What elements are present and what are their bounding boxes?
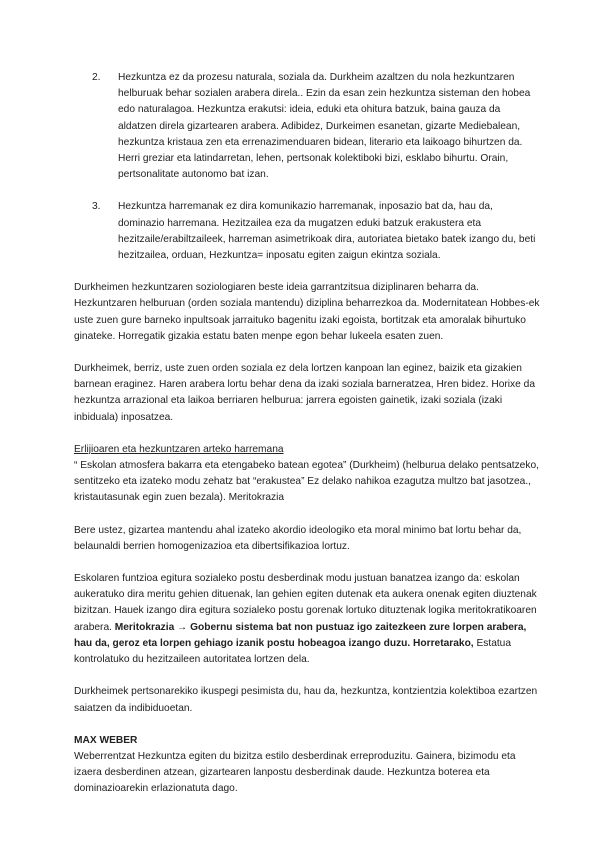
paragraph-ideology: Bere ustez, gizartea mantendu ahal izateko akordio ideologiko eta moral minimo bat lortu behar da, belaunaldi berrien homogenizazioa eta dibertsifikazioa lortuz. (74, 524, 522, 552)
meritocracy-bold-text: Meritokrazia → Gobernu sistema bat non pustuaz igo zaitezkeen zure lorpen arabera, hau da, geroz eta lorpen gehiago izanik postu hobeagoa izango duzu. Horretarako, (74, 621, 527, 649)
list-item-text: Hezkuntza harremanak ez dira komunikazio harremanak, inposazio bat da, hau da, dominazio harremana. Hezitzailea eza da mugatzen eduki batzuk erakustera eta hezitzaile/erabiltzaileek, harreman asimetrikoak dira, autoriatea bietako batek izango du, beti hezitzailea, orduan, Hezkuntza= inposatu egiten zaigun ekintza soziala. (118, 201, 536, 262)
list-item-number: 2. (92, 72, 101, 83)
paragraph-weber: Weberrentzat Hezkuntza egiten du bizitza estilo desberdinak erreproduzitu. Gainera, bizimodu eta izaera desberdinen atzean, gizartearen lanpostu desberdinak daude. Hezkuntza boterea eta dominazioarekin erlazionatuta dago. (74, 750, 516, 795)
paragraph-discipline: Durkheimen hezkuntzaren soziologiaren beste ideia garrantzitsua diziplinaren beharra da. Hezkuntzaren helburuan (orden soziala mantendu) diziplina beharrezkoa da. Modernitatean Hobbes-ek uste zuen gure barneko inpultsoak jarraituko bagenitu izaki egoista, bortitzak eta amoralak bihurtuko ginateke. Horregatik gizakia estatu baten menpe egon behar lukeela esaten zuen. (74, 282, 540, 342)
list-item (74, 199, 540, 264)
list-item-text: Hezkuntza ez da prozesu naturala, soziala da. Durkheim azaltzen du nola hezkuntzaren helburuak behar sozialen arabera direla.. Ezin da esan zein hezkuntza sisteman den hobea edo naturalagoa. Hezkuntza erakutsi: ideia, eduki eta ohitura batzuk, baina gauza da aldatzen direla gizartearen arabera. Adibidez, Durkeimen esanetan, gizarte Mediebalean, hezkuntza kristaua zen eta errenazimenduaren bidean, literario eta laikoago bihurtzen da. Herri greziar eta latindarretan, lehen, pertsonak kolektiboki bizi, esklabo bihurtu. Orain, pertsonalitate autonomo bat izan. (118, 72, 531, 181)
document-body (74, 70, 540, 814)
paragraph-pessimism: Durkheimek pertsonarekiko ikuspegi pesimista du, hau da, hezkuntza, kontzientzia kolektiboa ezartzen saiatzen da indibiduoetan. (74, 686, 538, 714)
list-item (74, 70, 540, 183)
list-item-number: 3. (92, 201, 101, 213)
subheading-religion-education: Erlijioaren eta hezkuntzaren arteko harremana (74, 443, 284, 455)
meritocracy-text-start: Eskolaren funtzioa egitura sozialeko postu desberdinak modu justuan banatzea izango da: eskolan aukeratuko dira meritu gehien dituenak, lan gehien egiten dutenak eta aukera onenak egiten diuztenak bizitzan. Hauek izango dira egitura sozialeko postu gorenak lortuko dituztenak logika meritokratikoaren arabera. (74, 573, 537, 633)
numbered-list (74, 70, 540, 264)
section-title-max-weber: MAX WEBER (74, 734, 138, 746)
paragraph-quote: “ Eskolan atmosfera bakarra eta etengabeko batean egotea” (Durkheim) (helburua delako pentsatzeko, sentitzeko eta izateko modu zehatz bat “erakustea” Ez delako nahikoa ezagutza multzo bat jasotzea., kristautasunak egin zuen bezala). Meritokrazia (74, 460, 539, 504)
meritocracy-text-end: Estatua kontrolatuko du hezitzaileen autoritatea lortzen dela. (74, 637, 512, 666)
paragraph-meritocracy (74, 571, 540, 668)
paragraph-social-order: Durkheimek, berriz, uste zuen orden soziala ez dela lortzen kanpoan lan eginez, baizik eta gizakien barnean eraginez. Haren arabera lortu behar dena da izaki soziala barneratzea, Hren bidez. Horixe da hezkuntza arrazional eta laikoa berriaren helburua: jarrera egoisten gainetik, izaki soziala (izaki inbiduala) inposatzea. (74, 363, 535, 423)
